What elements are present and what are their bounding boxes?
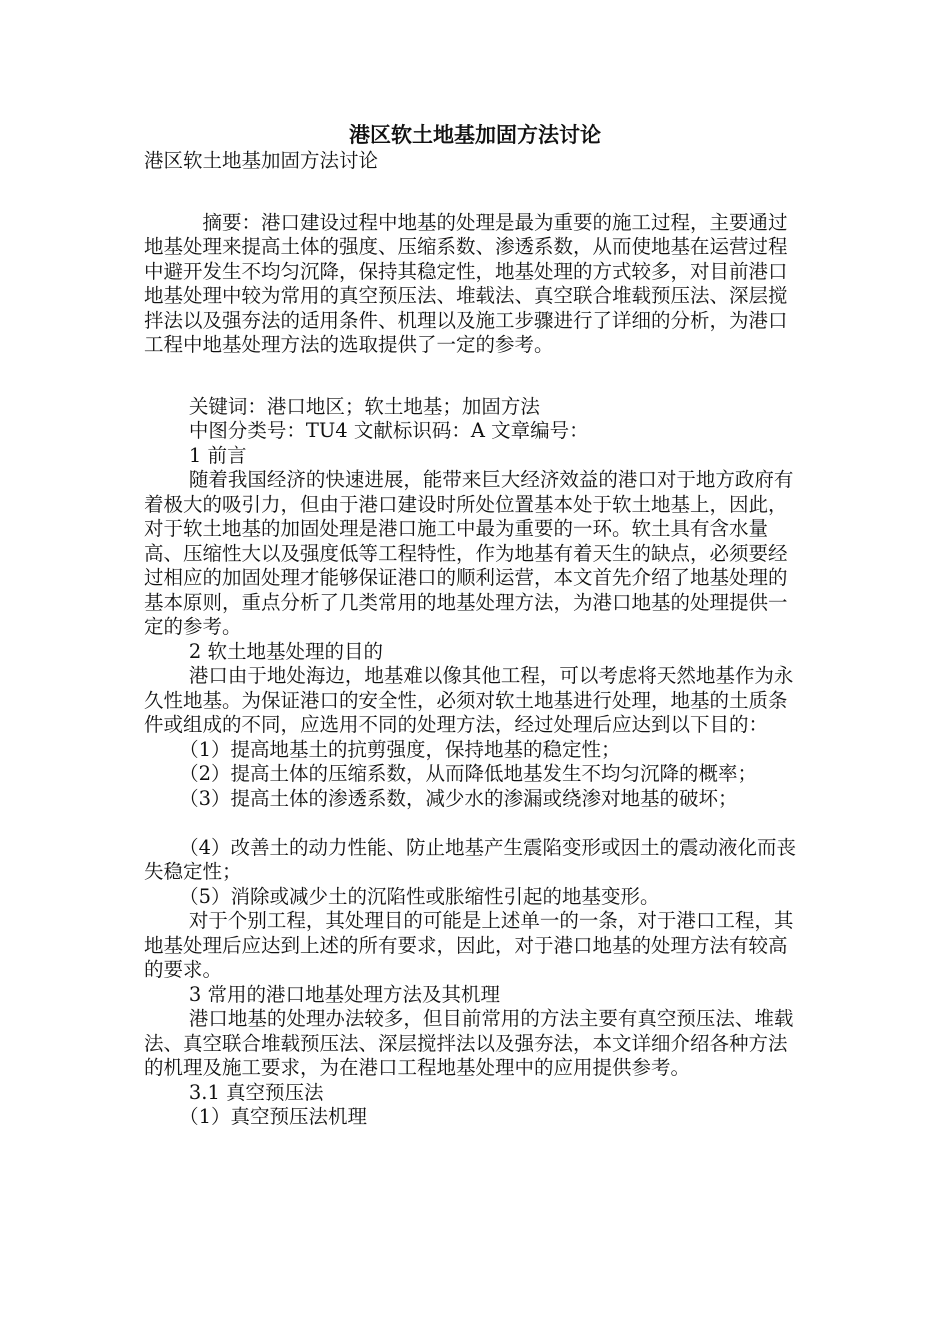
- keywords-line: 关键词：港口地区；软土地基；加固方法: [188, 394, 540, 418]
- section-2-heading: 2 软土地基处理的目的: [188, 639, 383, 663]
- purpose-item-5: （5）消除或减少土的沉陷性或胀缩性引起的地基变形。: [179, 884, 660, 908]
- section-2-conclusion: 对于个别工程，其处理目的可能是上述单一的一条，对于港口工程，其地基处理后应达到上述的所有要求，因此，对于港口地基的处理方法有较高的要求。: [144, 909, 794, 981]
- document-body: [144, 149, 806, 1130]
- purpose-item-1: （1）提高地基土的抗剪强度，保持地基的稳定性；: [179, 737, 621, 761]
- purpose-item-2: （2）提高土体的压缩系数，从而降低地基发生不均匀沉降的概率；: [179, 762, 758, 785]
- purpose-item-3: （3）提高土体的渗透系数，减少水的渗漏或绕渗对地基的破坏；: [179, 786, 738, 810]
- document-title: 港区软土地基加固方法讨论: [349, 122, 601, 147]
- section-3-heading: 3 常用的港口地基处理方法及其机理: [188, 982, 500, 1006]
- abstract-paragraph: 摘要：港口建设过程中地基的处理是最为重要的施工过程，主要通过地基处理来提高土体的强度、压缩系数、渗透系数，从而使地基在运营过程中避开发生不均匀沉降，保持其稳定性，地基处理的方式较多，对目前港口地基处理中较为常用的真空预压法、堆载法、真空联合堆载预压法、深层搅拌法以及强夯法的适用条件、机理以及施工步骤进行了详细的分析，为港口工程中地基处理方法的选取提供了一定的参考。: [144, 210, 788, 356]
- classification-line: 中图分类号：TU4 文献标识码：A 文章编号：: [188, 419, 589, 442]
- section-3-1-subheading: （1）真空预压法机理: [179, 1105, 368, 1128]
- section-2-paragraph: 港口由于地处海边，地基难以像其他工程，可以考虑将天然地基作为永久性地基。为保证港口的安全性，必须对软土地基进行处理，地基的土质条件或组成的不同，应选用不同的处理方法，经过处理后应达到以下目的：: [144, 664, 794, 736]
- section-3-1-heading: 3.1 真空预压法: [188, 1080, 324, 1104]
- purpose-item-4: （4）改善土的动力性能、防止地基产生震陷变形或因土的震动液化而丧失稳定性；: [144, 835, 797, 883]
- section-3-paragraph: 港口地基的处理办法较多，但目前常用的方法主要有真空预压法、堆载法、真空联合堆载预压法、深层搅拌法以及强夯法，本文详细介绍各种方法的机理及施工要求，为在港口工程地基处理中的应用提供参考。: [144, 1007, 794, 1079]
- section-1-paragraph: 随着我国经济的快速进展，能带来巨大经济效益的港口对于地方政府有着极大的吸引力，但由于港口建设时所处位置基本处于软土地基上，因此，对于软土地基的加固处理是港口施工中最为重要的一环。软土具有含水量高、压缩性大以及强度低等工程特性，作为地基有着天生的缺点，必须要经过相应的加固处理才能够保证港口的顺利运营，本文首先介绍了地基处理的基本原则，重点分析了几类常用的地基处理方法，为港口地基的处理提供一定的参考。: [144, 468, 794, 638]
- document-subtitle: 港区软土地基加固方法讨论: [144, 149, 379, 172]
- section-1-heading: 1 前言: [188, 443, 247, 467]
